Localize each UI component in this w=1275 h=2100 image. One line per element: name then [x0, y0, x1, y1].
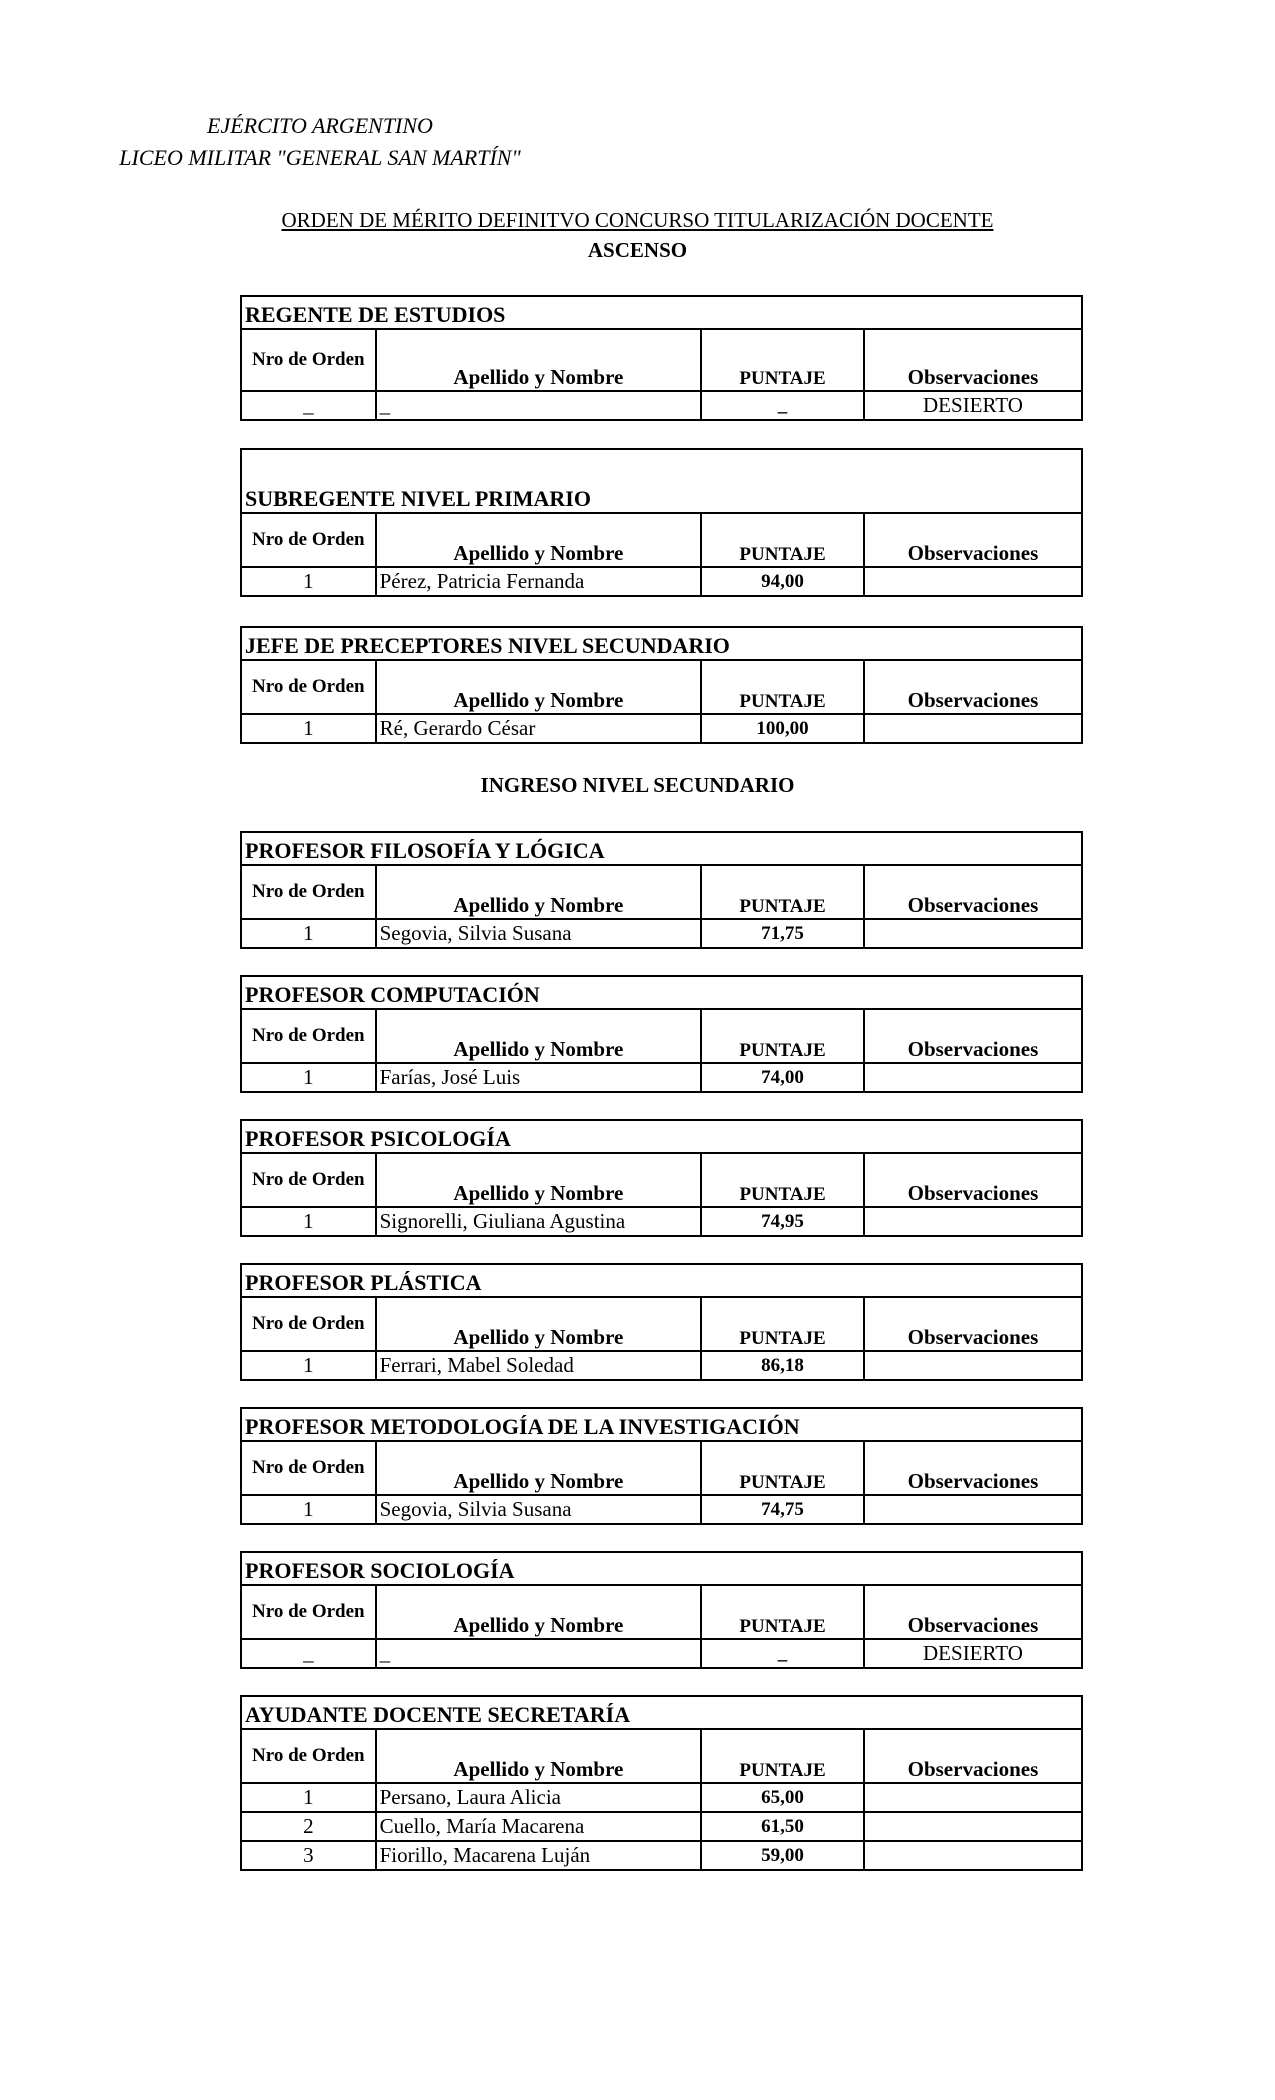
position-title: PROFESOR FILOSOFÍA Y LÓGICA [241, 832, 1082, 865]
score: 94,00 [701, 567, 864, 596]
table-row [241, 1063, 1082, 1092]
candidate-name: Ferrari, Mabel Soledad [376, 1351, 702, 1380]
document-title: ORDEN DE MÉRITO DEFINITVO CONCURSO TITULARIZACIÓN DOCENTE [281, 208, 994, 232]
col-header-nro-orden: Nro de Orden [241, 660, 376, 714]
position-title: JEFE DE PRECEPTORES NIVEL SECUNDARIO [241, 627, 1082, 660]
col-header-observaciones: Observaciones [864, 865, 1082, 919]
candidate-name: Ré, Gerardo César [376, 714, 702, 743]
candidate-name: _ [376, 1639, 702, 1668]
position-title: REGENTE DE ESTUDIOS [241, 296, 1082, 329]
col-header-apellido-nombre: Apellido y Nombre [376, 513, 702, 567]
order-number: 1 [241, 567, 376, 596]
table-row [241, 1351, 1082, 1380]
col-header-puntaje: PUNTAJE [701, 1153, 864, 1207]
table-row [241, 1639, 1082, 1668]
col-header-puntaje: PUNTAJE [701, 865, 864, 919]
score: 59,00 [701, 1841, 864, 1870]
score: 100,00 [701, 714, 864, 743]
candidate-name: Segovia, Silvia Susana [376, 1495, 702, 1524]
col-header-nro-orden: Nro de Orden [241, 865, 376, 919]
table-row [241, 1495, 1082, 1524]
observations [864, 1783, 1082, 1812]
col-header-apellido-nombre: Apellido y Nombre [376, 660, 702, 714]
position-title: SUBREGENTE NIVEL PRIMARIO [241, 449, 1082, 513]
col-header-nro-orden: Nro de Orden [241, 1297, 376, 1351]
col-header-apellido-nombre: Apellido y Nombre [376, 329, 702, 391]
col-header-nro-orden: Nro de Orden [241, 1153, 376, 1207]
col-header-apellido-nombre: Apellido y Nombre [376, 1009, 702, 1063]
observations [864, 1207, 1082, 1236]
col-header-observaciones: Observaciones [864, 660, 1082, 714]
col-header-puntaje: PUNTAJE [701, 1441, 864, 1495]
col-header-apellido-nombre: Apellido y Nombre [376, 865, 702, 919]
position-table [240, 1119, 1083, 1237]
observations: DESIERTO [864, 391, 1082, 420]
order-number: 1 [241, 1495, 376, 1524]
observations [864, 1841, 1082, 1870]
table-row [241, 1841, 1082, 1870]
col-header-puntaje: PUNTAJE [701, 329, 864, 391]
position-title: PROFESOR PLÁSTICA [241, 1264, 1082, 1297]
col-header-puntaje: PUNTAJE [701, 1297, 864, 1351]
observations [864, 919, 1082, 948]
position-table [240, 831, 1083, 949]
order-number: 2 [241, 1812, 376, 1841]
position-table [240, 1695, 1083, 1871]
position-title: AYUDANTE DOCENTE SECRETARÍA [241, 1696, 1082, 1729]
position-title: PROFESOR METODOLOGÍA DE LA INVESTIGACIÓN [241, 1408, 1082, 1441]
candidate-name: Pérez, Patricia Fernanda [376, 567, 702, 596]
position-table [240, 975, 1083, 1093]
col-header-puntaje: PUNTAJE [701, 1009, 864, 1063]
position-table [240, 626, 1083, 744]
order-number: _ [241, 391, 376, 420]
table-row [241, 1207, 1082, 1236]
col-header-nro-orden: Nro de Orden [241, 513, 376, 567]
table-row [241, 1812, 1082, 1841]
col-header-observaciones: Observaciones [864, 1009, 1082, 1063]
score: 74,95 [701, 1207, 864, 1236]
observations [864, 714, 1082, 743]
candidate-name: Farías, José Luis [376, 1063, 702, 1092]
col-header-nro-orden: Nro de Orden [241, 1441, 376, 1495]
col-header-nro-orden: Nro de Orden [241, 329, 376, 391]
score: 61,50 [701, 1812, 864, 1841]
table-row [241, 714, 1082, 743]
position-title: PROFESOR COMPUTACIÓN [241, 976, 1082, 1009]
observations [864, 1351, 1082, 1380]
score: 86,18 [701, 1351, 864, 1380]
candidate-name: Segovia, Silvia Susana [376, 919, 702, 948]
position-table [240, 1407, 1083, 1525]
observations: DESIERTO [864, 1639, 1082, 1668]
col-header-puntaje: PUNTAJE [701, 660, 864, 714]
position-title: PROFESOR SOCIOLOGÍA [241, 1552, 1082, 1585]
order-number: 1 [241, 1207, 376, 1236]
col-header-apellido-nombre: Apellido y Nombre [376, 1297, 702, 1351]
score: _ [701, 1639, 864, 1668]
position-title: PROFESOR PSICOLOGÍA [241, 1120, 1082, 1153]
col-header-observaciones: Observaciones [864, 513, 1082, 567]
score: 74,00 [701, 1063, 864, 1092]
col-header-observaciones: Observaciones [864, 1585, 1082, 1639]
order-number: 1 [241, 1783, 376, 1812]
candidate-name: Signorelli, Giuliana Agustina [376, 1207, 702, 1236]
score: 74,75 [701, 1495, 864, 1524]
col-header-observaciones: Observaciones [864, 1297, 1082, 1351]
score: 65,00 [701, 1783, 864, 1812]
order-number: 1 [241, 714, 376, 743]
score: 71,75 [701, 919, 864, 948]
table-row [241, 1783, 1082, 1812]
col-header-nro-orden: Nro de Orden [241, 1729, 376, 1783]
col-header-apellido-nombre: Apellido y Nombre [376, 1585, 702, 1639]
observations [864, 567, 1082, 596]
order-number: 1 [241, 1351, 376, 1380]
candidate-name: Cuello, María Macarena [376, 1812, 702, 1841]
col-header-observaciones: Observaciones [864, 1153, 1082, 1207]
col-header-apellido-nombre: Apellido y Nombre [376, 1729, 702, 1783]
position-table [240, 1263, 1083, 1381]
position-table [240, 295, 1083, 421]
order-number: 1 [241, 919, 376, 948]
institution-army: EJÉRCITO ARGENTINO [207, 113, 433, 138]
col-header-observaciones: Observaciones [864, 1729, 1082, 1783]
col-header-apellido-nombre: Apellido y Nombre [376, 1153, 702, 1207]
table-row [241, 919, 1082, 948]
col-header-puntaje: PUNTAJE [701, 1585, 864, 1639]
observations [864, 1495, 1082, 1524]
section-heading-ascenso: ASCENSO [587, 238, 688, 262]
col-header-nro-orden: Nro de Orden [241, 1009, 376, 1063]
col-header-apellido-nombre: Apellido y Nombre [376, 1441, 702, 1495]
order-number: 1 [241, 1063, 376, 1092]
col-header-observaciones: Observaciones [864, 1441, 1082, 1495]
institution-liceo: LICEO MILITAR "GENERAL SAN MARTÍN" [119, 145, 521, 170]
section-heading-ingreso: INGRESO NIVEL SECUNDARIO [480, 773, 795, 797]
order-number: _ [241, 1639, 376, 1668]
candidate-name: _ [376, 391, 702, 420]
col-header-puntaje: PUNTAJE [701, 1729, 864, 1783]
table-row [241, 567, 1082, 596]
position-table [240, 448, 1083, 597]
observations [864, 1812, 1082, 1841]
candidate-name: Fiorillo, Macarena Luján [376, 1841, 702, 1870]
candidate-name: Persano, Laura Alicia [376, 1783, 702, 1812]
col-header-puntaje: PUNTAJE [701, 513, 864, 567]
col-header-nro-orden: Nro de Orden [241, 1585, 376, 1639]
col-header-observaciones: Observaciones [864, 329, 1082, 391]
observations [864, 1063, 1082, 1092]
order-number: 3 [241, 1841, 376, 1870]
table-row [241, 391, 1082, 420]
position-table [240, 1551, 1083, 1669]
score: _ [701, 391, 864, 420]
